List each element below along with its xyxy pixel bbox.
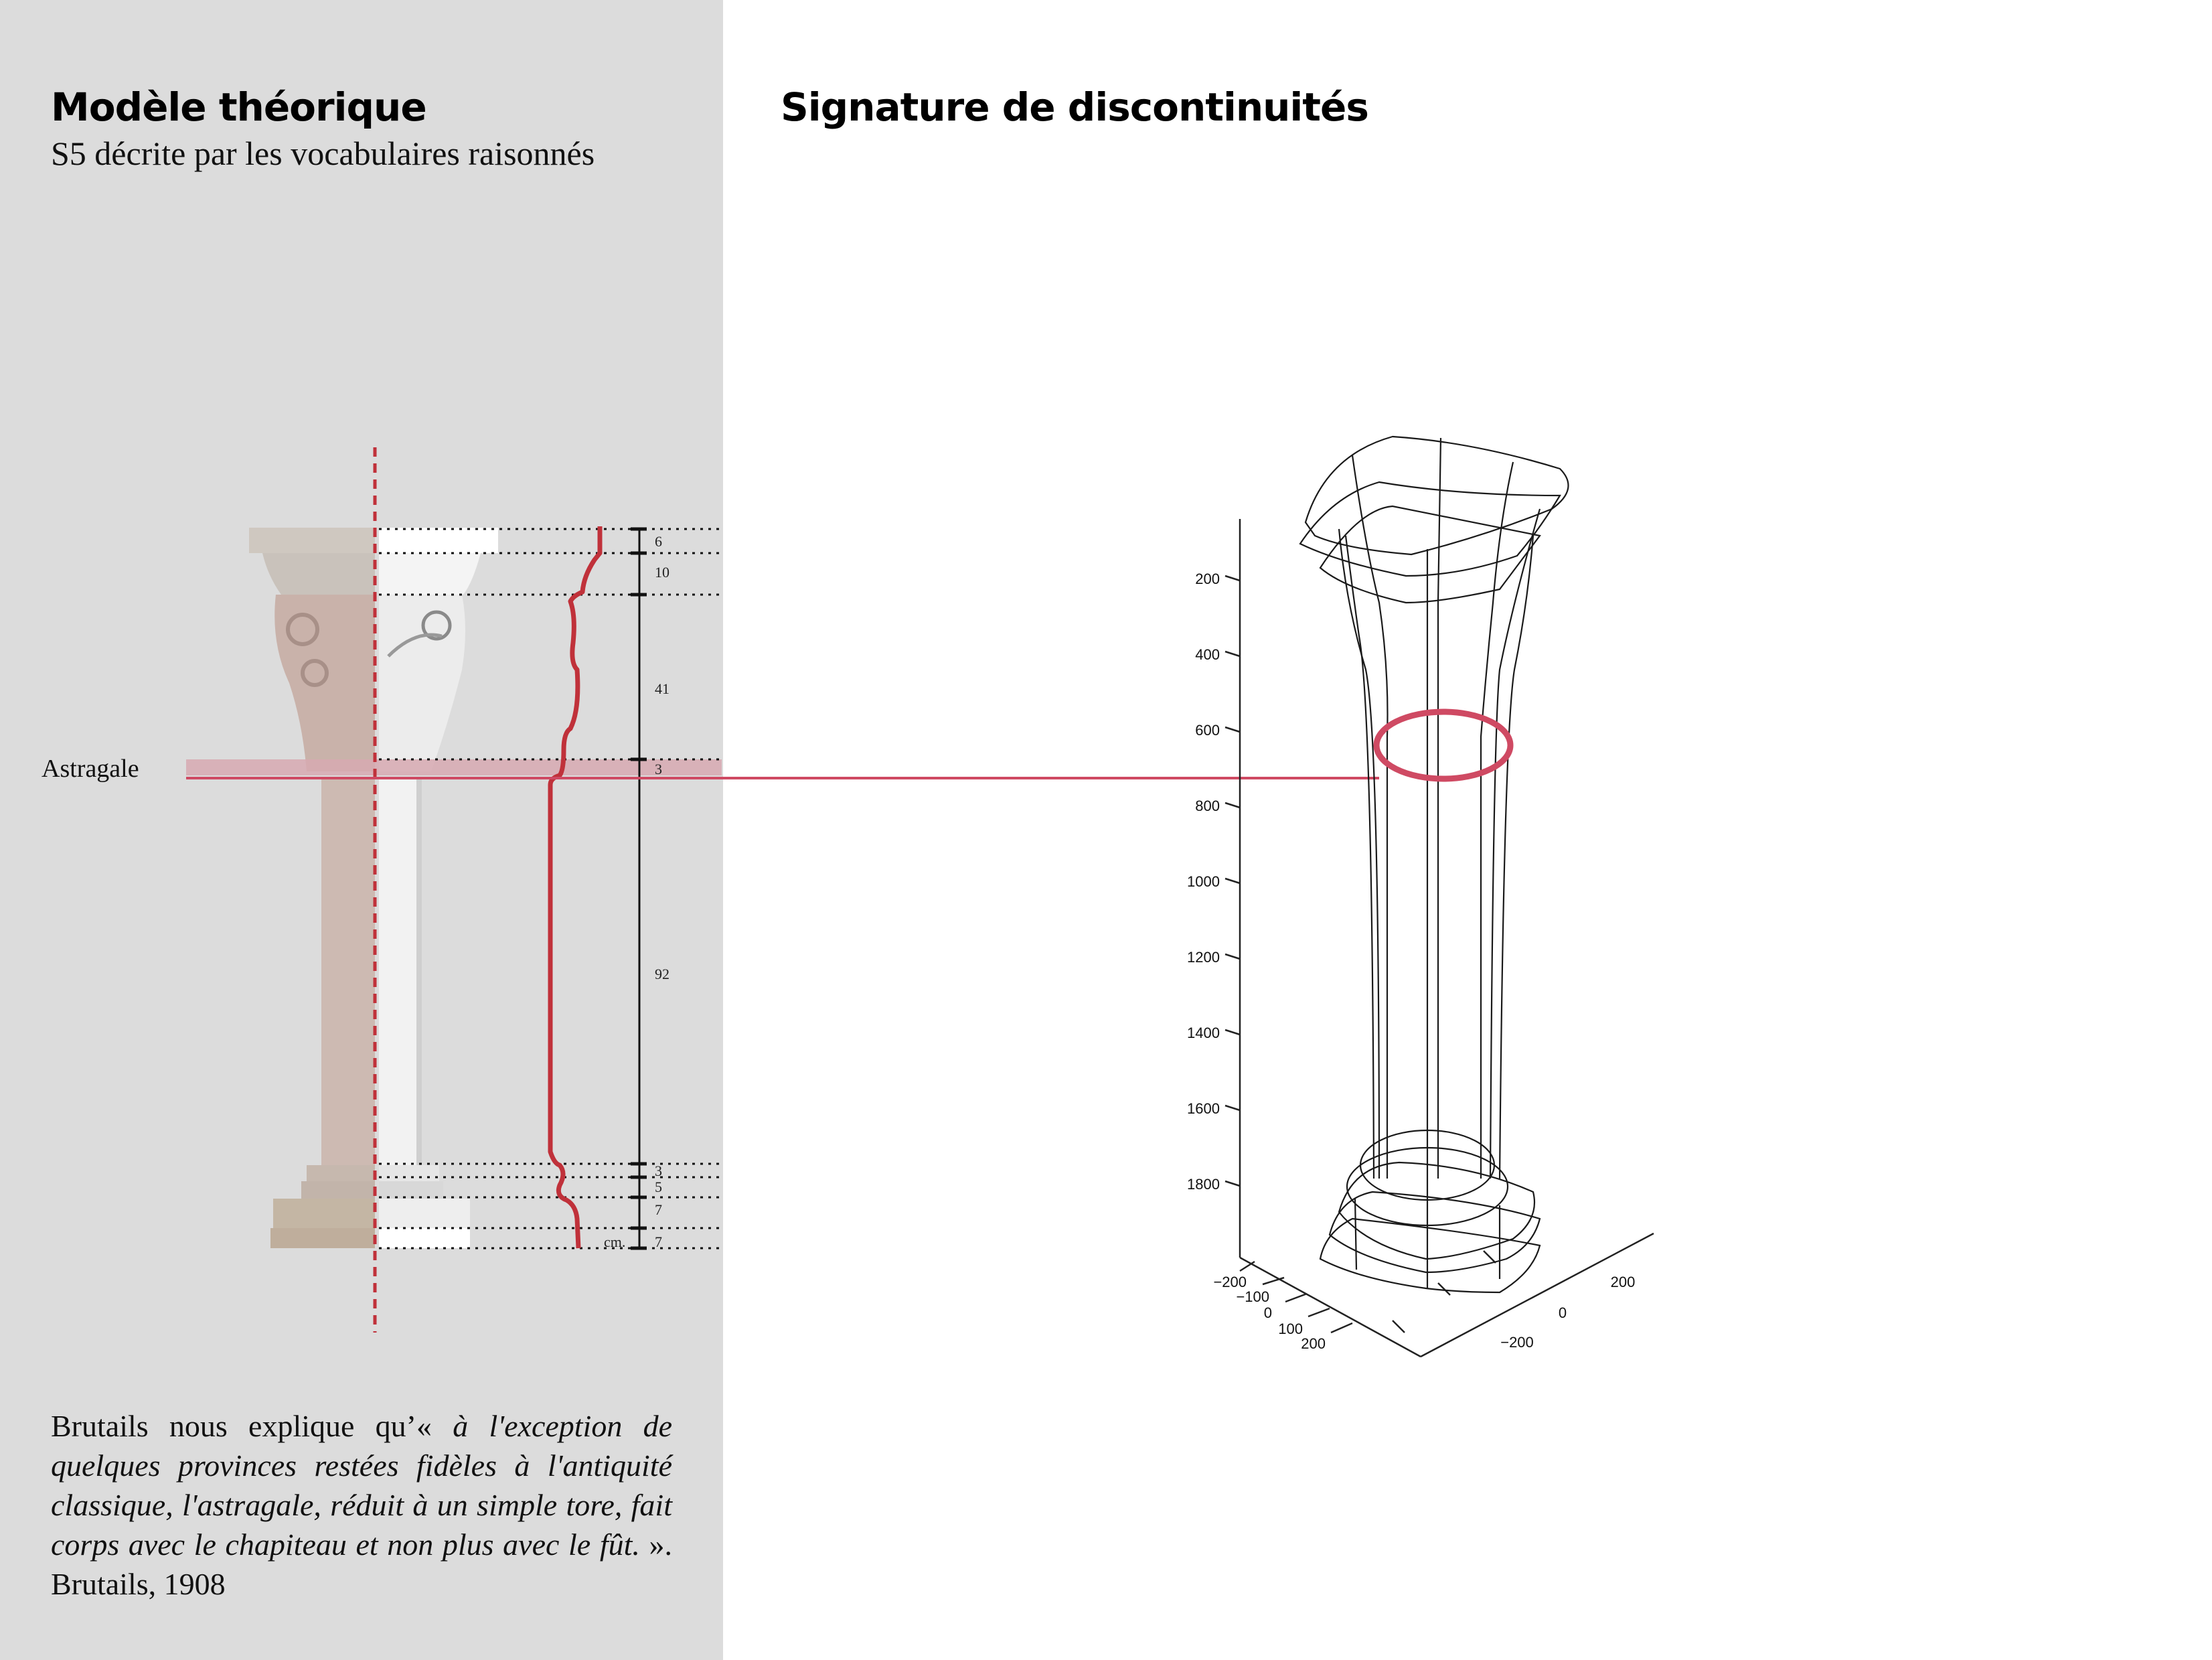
discontinuity-highlight-ellipse [1376, 712, 1510, 779]
astragale-band [186, 759, 722, 775]
ruler-label: 7 [655, 1233, 662, 1250]
3d-axes [1225, 519, 1654, 1357]
ruler-unit: cm. [604, 1233, 626, 1250]
quote-intro: Brutails nous explique qu’« [51, 1409, 453, 1443]
svg-text:200: 200 [1301, 1335, 1326, 1352]
ruler-label: 92 [655, 966, 669, 982]
wireframe-column [1300, 437, 1569, 1292]
quote-italic: à l'exception de quelques provinces restées fidèles à l'antiquité classique, l'astragale, réduit à un simple tore, fait corps avec le chapiteau et non plus avec le fût. [51, 1409, 672, 1562]
svg-text:800: 800 [1195, 798, 1220, 814]
ruler-label: 10 [655, 564, 669, 581]
svg-text:200: 200 [1610, 1274, 1636, 1290]
left-title: Modèle théorique [51, 84, 426, 130]
svg-text:1400: 1400 [1187, 1025, 1220, 1041]
svg-text:400: 400 [1195, 646, 1220, 663]
z-axis-labels [1187, 571, 1220, 1193]
svg-text:100: 100 [1278, 1321, 1303, 1337]
left-subtitle: S5 décrite par les vocabulaires raisonnés [51, 135, 595, 172]
svg-text:1600: 1600 [1187, 1100, 1220, 1117]
ruler-label: 41 [655, 680, 669, 697]
ruler-label: 6 [655, 533, 662, 550]
ruler-label: 7 [655, 1201, 662, 1218]
svg-text:−100: −100 [1236, 1288, 1269, 1305]
svg-text:−200: −200 [1500, 1334, 1534, 1351]
quote-outro: ». Brutails, 1908 [51, 1527, 673, 1601]
svg-text:1200: 1200 [1187, 949, 1220, 966]
x-axis-labels [1213, 1274, 1326, 1352]
ruler-label: 3 [655, 1162, 662, 1179]
svg-text:0: 0 [1558, 1304, 1567, 1321]
dimension-ruler [604, 529, 669, 1250]
svg-text:−200: −200 [1213, 1274, 1247, 1290]
svg-text:600: 600 [1195, 722, 1220, 739]
brutails-quote [51, 1406, 672, 1604]
astragale-label: Astragale [42, 755, 139, 783]
profile-curve [550, 526, 600, 1248]
right-title: Signature de discontinuités [781, 84, 1368, 130]
ruler-label: 5 [655, 1179, 662, 1195]
column-mesh [379, 528, 498, 1248]
svg-text:0: 0 [1263, 1304, 1272, 1321]
svg-text:1800: 1800 [1187, 1176, 1220, 1193]
svg-text:200: 200 [1195, 571, 1220, 587]
y-axis-labels [1500, 1274, 1635, 1351]
ruler-label: 3 [655, 761, 662, 777]
svg-text:1000: 1000 [1187, 873, 1220, 890]
column-photo [249, 528, 375, 1248]
